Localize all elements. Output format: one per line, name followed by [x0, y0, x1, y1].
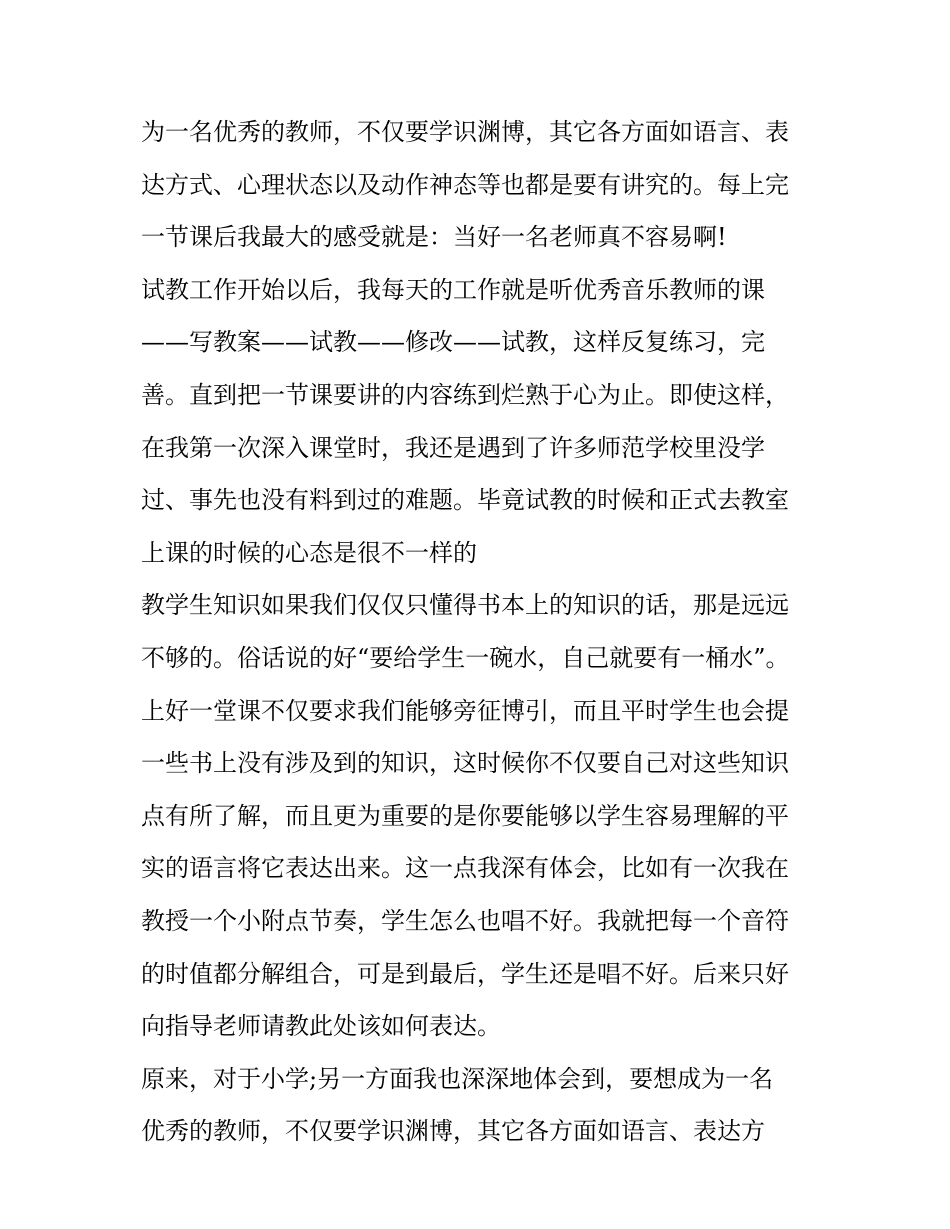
- document-body: [141, 106, 821, 1158]
- text-line: 原来，对于小学;另一方面我也深深地体会到，要想成为一名: [141, 1064, 774, 1093]
- text-line: 点有所了解，而且更为重要的是你要能够以学生容易理解的平: [141, 801, 789, 830]
- text-line: 试教工作开始以后，我每天的工作就是听优秀音乐教师的课: [141, 275, 765, 304]
- text-line: 一些书上没有涉及到的知识，这时候你不仅要自己对这些知识: [141, 749, 789, 778]
- text-line: 实的语言将它表达出来。这一点我深有体会，比如有一次我在: [141, 854, 789, 883]
- text-line: 上好一堂课不仅要求我们能够旁征博引，而且平时学生也会提: [141, 696, 789, 725]
- text-line: 善。直到把一节课要讲的内容练到烂熟于心为止。即使这样，: [141, 380, 789, 409]
- text-line: 优秀的教师，不仅要学识渊博，其它各方面如语言、表达方: [141, 1117, 765, 1146]
- text-line: 向指导老师请教此处该如何表达。: [141, 1012, 501, 1041]
- text-line: 教授一个小附点节奏，学生怎么也唱不好。我就把每一个音符: [141, 906, 789, 935]
- text-line: 上课的时候的心态是很不一样的: [141, 538, 477, 567]
- text-line: 为一名优秀的教师，不仅要学识渊博，其它各方面如语言、表: [141, 118, 789, 146]
- text-line: ——写教案——试教——修改——试教，这样反复练习，完: [141, 328, 765, 357]
- text-line: 的时值都分解组合，可是到最后，学生还是唱不好。后来只好: [141, 959, 789, 988]
- text-line: 达方式、心理状态以及动作神态等也都是要有讲究的。每上完: [141, 170, 789, 199]
- text-line: 在我第一次深入课堂时，我还是遇到了许多师范学校里没学: [141, 433, 765, 462]
- text-line: 一节课后我最大的感受就是：当好一名老师真不容易啊!: [141, 223, 727, 252]
- text-line: 教学生知识如果我们仅仅只懂得书本上的知识的话，那是远远: [141, 591, 789, 620]
- text-line: 不够的。俗话说的好“要给学生一碗水，自己就要有一桶水”。: [141, 643, 790, 672]
- text-line: 过、事先也没有料到过的难题。毕竟试教的时候和正式去教室: [141, 486, 789, 515]
